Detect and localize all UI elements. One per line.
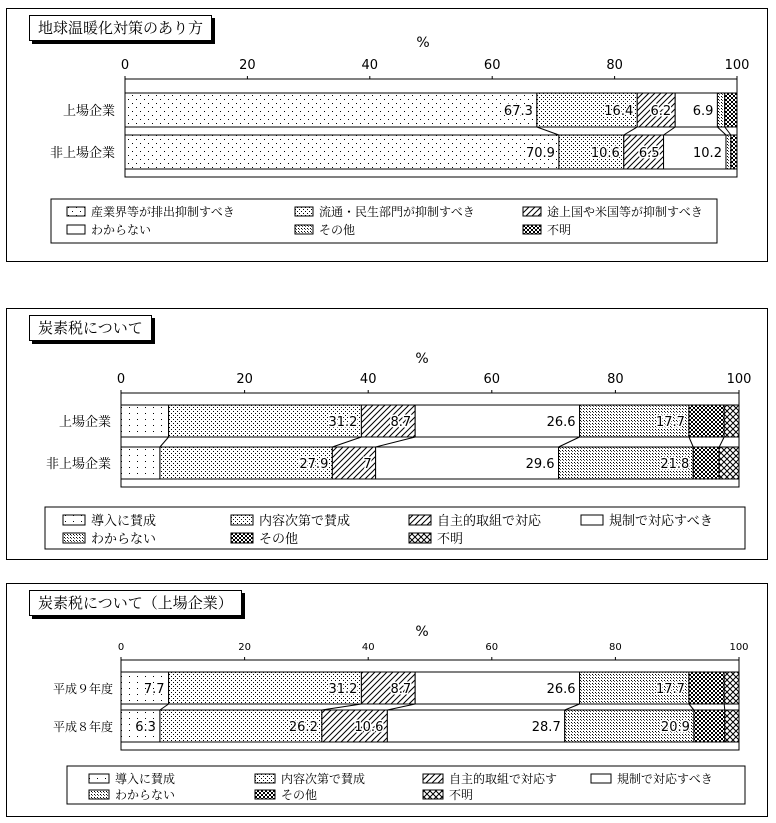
series-connector-line [689,437,693,447]
legend-entry: その他 [259,532,299,547]
legend-swatch [295,207,313,216]
x-tick-label: 0 [116,372,126,387]
legend-entry: 産業界等が排出抑制すべき [91,205,235,219]
axis-unit-label: % [415,624,429,640]
legend-entry: 自主的取組で対応す [449,772,558,786]
bar-segment [125,93,537,127]
bar-value-label: 6.2 [650,104,672,119]
bar-value-label: 6.9 [692,104,714,119]
category-label: 上場企業 [62,104,115,119]
series-connector-line [719,437,724,447]
bar-segment [724,405,739,437]
series-connector-line [332,437,361,447]
legend-swatch [423,790,443,799]
bar-value-label: 7.7 [143,682,165,697]
legend-entry: わからない [91,532,157,547]
bar-value-label: 6.3 [135,720,156,735]
legend-entry: 流通・民生部門が抑制すべき [319,205,475,219]
bar-value-label: 67.3 [503,104,533,119]
bar-value-label: 70.9 [525,146,555,161]
legend-entry: わからない [115,788,176,802]
bar-value-label: 31.2 [328,415,358,430]
series-connector-line [160,704,169,710]
series-connector-line [322,704,362,710]
legend-entry: 導入に賛成 [115,772,176,786]
legend-swatch [231,533,253,543]
legend-entry: 自主的取組で対応 [437,514,542,529]
legend-swatch [423,774,443,783]
x-tick-label: 40 [361,642,375,653]
legend-swatch [295,225,313,234]
legend-entry: わからない [91,223,152,237]
x-tick-label: 20 [238,642,251,653]
bar-value-label: 8.7 [390,682,412,697]
bar-value-label: 10.6 [590,146,620,161]
x-tick-label: 0 [117,642,125,653]
x-tick-label: 60 [483,58,501,73]
x-tick-label: 60 [483,372,501,387]
series-connector-line [724,704,725,710]
bar-segment [725,710,739,742]
legend-swatch [67,225,85,234]
bar-value-label: 28.7 [531,720,561,735]
legend-swatch [89,790,109,799]
legend-entry: 途上国や米国等が抑制すべき [547,205,703,219]
bar-segment [731,135,737,169]
bar-segment [689,672,724,704]
series-connector-line [537,127,559,135]
chart-title-2: 炭素税について [29,315,152,341]
bar-segment [726,135,731,169]
series-connector-line [689,704,694,710]
series-connector-line [717,127,726,135]
chart-panel-3 [6,583,768,817]
legend-swatch [63,533,85,543]
bar-segment [717,93,724,127]
series-connector-line [664,127,676,135]
bar-segment [694,710,725,742]
legend-swatch [409,533,431,543]
x-tick-label: 100 [724,58,750,73]
bar-value-label: 26.6 [546,415,576,430]
legend-entry: 不明 [547,223,572,237]
category-label: 非上場企業 [45,457,111,472]
legend-swatch [581,515,603,525]
bar-value-label: 17.7 [655,415,685,430]
bar-value-label: 21.8 [660,457,690,472]
bar-value-label: 20.9 [660,720,690,735]
x-tick-label: 80 [609,642,622,653]
bar-value-label: 27.9 [299,457,329,472]
bar-segment [121,405,169,437]
bar-value-label: 26.2 [288,720,318,735]
bar-segment [724,672,739,704]
x-tick-label: 100 [729,642,749,653]
category-label: 平成９年度 [52,682,113,696]
x-tick-label: 100 [726,372,752,387]
bar-segment [121,447,160,479]
axis-unit-label: % [415,351,429,367]
legend-entry: 導入に賛成 [91,514,157,529]
x-tick-label: 80 [607,372,624,387]
bar-value-label: 7 [363,457,372,472]
legend-entry: 不明 [437,532,464,547]
chart-panel-1 [6,8,768,262]
legend-swatch [231,515,253,525]
bar-value-label: 16.4 [604,104,634,119]
series-connector-line [565,704,580,710]
chart-svg-1 [7,9,767,261]
bar-segment [689,405,724,437]
bar-value-label: 31.2 [328,682,358,697]
series-connector-line [160,437,169,447]
series-connector-line [387,704,415,710]
chart-svg-3 [7,584,767,816]
legend-swatch [409,515,431,525]
series-connector-line [376,437,416,447]
bar-segment [125,135,559,169]
legend-swatch [255,790,275,799]
x-tick-label: 20 [239,58,256,73]
legend-entry: 不明 [449,788,474,802]
bar-value-label: 10.6 [354,720,384,735]
chart-title-1: 地球温暖化対策のあり方 [29,15,212,41]
legend-entry: 内容次第で賛成 [259,514,351,529]
category-label: 平成８年度 [52,720,113,734]
bar-value-label: 26.6 [546,682,576,697]
series-connector-line [725,127,731,135]
legend-swatch [89,774,109,783]
legend-entry: 内容次第で賛成 [281,772,366,786]
bar-segment [693,447,719,479]
legend-swatch [523,225,541,234]
bar-value-label: 17.7 [655,682,685,697]
x-tick-label: 0 [120,58,130,73]
bar-value-label: 8.7 [390,415,412,430]
category-label: 上場企業 [58,415,111,430]
series-connector-line [624,127,637,135]
chart-title-3: 炭素税について（上場企業） [29,590,242,616]
bar-value-label: 29.6 [525,457,555,472]
bar-value-label: 10.2 [693,146,722,161]
x-tick-label: 20 [236,372,253,387]
legend-entry: その他 [281,788,318,802]
legend-entry: 規制で対応すべき [609,514,713,529]
legend-entry: 規制で対応すべき [617,772,713,786]
x-tick-label: 80 [606,58,623,73]
legend-swatch [523,207,541,216]
bar-segment [725,93,737,127]
x-tick-label: 60 [485,642,499,653]
x-tick-label: 40 [361,58,379,73]
bar-value-label: 6.5 [638,146,660,161]
x-tick-label: 40 [359,372,377,387]
legend-swatch [67,207,85,216]
legend-swatch [255,774,275,783]
axis-unit-label: % [416,35,430,51]
chart-svg-2 [7,309,767,559]
series-connector-line [559,437,580,447]
chart-panel-2 [6,308,768,560]
legend-swatch [591,774,611,783]
legend-swatch [63,515,85,525]
bar-segment [719,447,739,479]
category-label: 非上場企業 [49,146,115,161]
legend-entry: その他 [319,223,356,237]
